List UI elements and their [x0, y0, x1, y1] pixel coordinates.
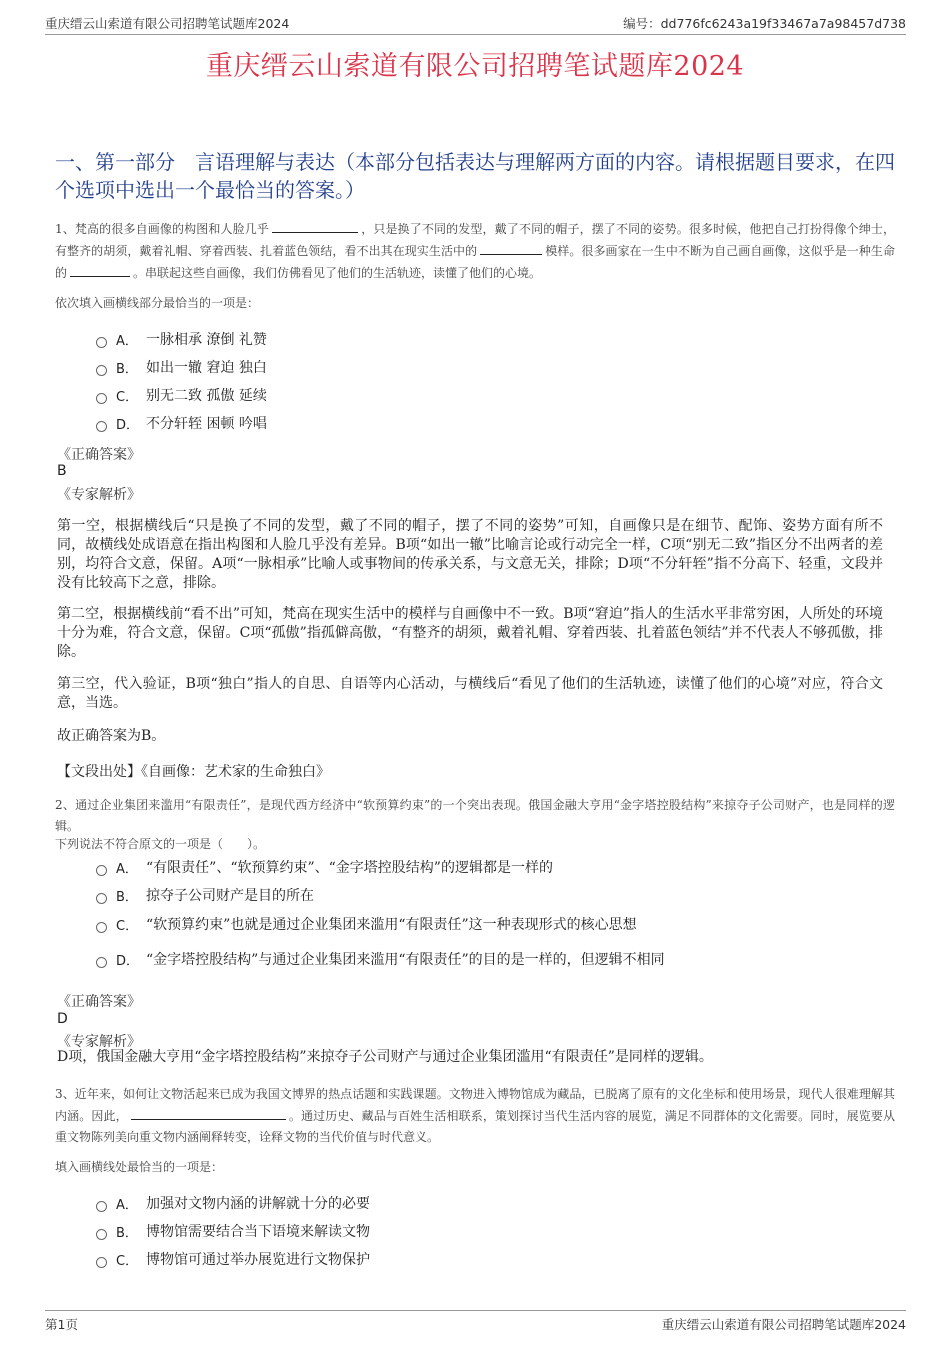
option-letter: A．: [116, 1197, 138, 1213]
question-1-prompt: 依次填入画横线部分最恰当的一项是：: [55, 296, 260, 310]
q1-stem-part-d: 。串联起这些自画像，我们仿佛看见了他们的生活轨迹，读懂了他们的心境。: [133, 266, 542, 280]
q1-option-a[interactable]: [96, 327, 267, 351]
q2-analysis: D项，俄国金融大亨用“金字塔控股结构”来掠夺子公司财产与通过企业集团滥用“有限责任”是同样的逻辑。: [57, 1049, 713, 1065]
header-doc-number: 编号：dd776fc6243a19f33467a7a98457d738: [623, 16, 906, 31]
option-letter: D．: [116, 953, 140, 969]
q2-answer: D: [57, 1011, 68, 1027]
q2-option-c[interactable]: [96, 912, 637, 936]
option-text: 一脉相承 潦倒 礼赞: [146, 332, 267, 348]
q2-option-b[interactable]: [96, 883, 314, 907]
q1-blank-2: [480, 240, 542, 255]
option-text: 别无二致 孤傲 延续: [146, 388, 267, 404]
footer-page-number: 第1页: [45, 1317, 78, 1332]
q1-answer-label: 《正确答案》: [57, 447, 141, 463]
radio-icon[interactable]: [96, 1257, 107, 1268]
q2-option-a[interactable]: [96, 855, 553, 879]
q3-option-b[interactable]: [96, 1219, 370, 1243]
section-title: 一、第一部分 言语理解与表达（本部分包括表达与理解两方面的内容。请根据题目要求，在四个选项中选出一个最恰当的答案。）: [55, 150, 895, 202]
option-text: 加强对文物内涵的讲解就十分的必要: [146, 1196, 370, 1212]
footer-divider: [45, 1310, 906, 1311]
q1-option-c[interactable]: [96, 383, 267, 407]
option-letter: A．: [116, 333, 138, 349]
q1-analysis-para-2: 第二空，根据横线前“看不出”可知，梵高在现实生活中的模样与自画像中不一致。B项“窘迫”指人的生活水平非常穷困，人所处的环境十分为难，符合文意，保留。C项“孤傲”指孤僻高傲，“有整齐的胡须，戴着礼帽、穿着西装、扎着蓝色领结”并不代表人不够孤傲，排除。: [57, 606, 883, 660]
q1-analysis-para-4: 故正确答案为B。: [57, 728, 166, 744]
option-letter: B．: [116, 889, 138, 905]
radio-icon[interactable]: [96, 365, 107, 376]
radio-icon[interactable]: [96, 893, 107, 904]
q1-blank-1: [272, 218, 358, 233]
q1-answer: B: [57, 463, 67, 479]
option-letter: B．: [116, 361, 138, 377]
q2-answer-label: 《正确答案》: [57, 994, 141, 1010]
option-text: 博物馆需要结合当下语境来解读文物: [146, 1224, 370, 1240]
question-3-prompt: 填入画横线处最恰当的一项是：: [55, 1160, 224, 1174]
option-text: 如出一辙 窘迫 独白: [146, 360, 267, 376]
footer-doc-title: 重庆缙云山索道有限公司招聘笔试题库2024: [661, 1317, 906, 1332]
q3-option-a[interactable]: [96, 1191, 370, 1215]
q1-stem-part-a: 1、梵高的很多自画像的构图和人脸几乎: [55, 222, 270, 236]
option-letter: C．: [116, 1253, 139, 1269]
q1-analysis-label: 《专家解析》: [57, 487, 141, 503]
q1-stem-part-c: 模样。很多画家在一生中不断为自己画自画像，这似乎是一种生命的: [55, 244, 895, 280]
q3-blank: [131, 1105, 286, 1120]
q1-analysis-para-1: 第一空，根据横线后“只是换了不同的发型，戴了不同的帽子，摆了不同的姿势”可知，自画像只是在细节、配饰、姿势方面有所不同，故横线处成语意在指出构图和人脸几乎没有差异。B项“如出一辙”比喻言论或行动完全一样，C项“别无二致”指区分不出两者的差别，均符合文意，保留。A项“一脉相承”比喻人或事物间的传承关系，与文意无关，排除；D项“不分轩轾”指不分高下、轻重，文段并没有比较高下之意，排除。: [57, 518, 883, 591]
radio-icon[interactable]: [96, 865, 107, 876]
option-letter: C．: [116, 918, 139, 934]
q3-stem-part-a: 3、近年来，如何让文物活起来已成为我国文博界的热点话题和实践课题。文物进入博物馆成为藏品，已脱离了原有的文化坐标和使用场景，现代人很难理解其内涵。因此，: [55, 1087, 895, 1123]
radio-icon[interactable]: [96, 1229, 107, 1240]
q1-analysis-para-3: 第三空，代入验证，B项“独白”指人的自思、自语等内心活动，与横线后“看见了他们的生活轨迹，读懂了他们的心境”对应，符合文意，当选。: [57, 676, 883, 711]
radio-icon[interactable]: [96, 922, 107, 933]
option-letter: D．: [116, 417, 140, 433]
q1-option-b[interactable]: [96, 355, 267, 379]
q1-blank-3: [70, 262, 130, 277]
option-text: 掠夺子公司财产是目的所在: [146, 888, 314, 904]
question-1-stem: [55, 218, 895, 284]
question-2-prompt: 下列说法不符合原文的一项是（ ）。: [55, 837, 266, 851]
option-letter: B．: [116, 1225, 138, 1241]
q2-option-d[interactable]: [96, 947, 665, 971]
radio-icon[interactable]: [96, 393, 107, 404]
option-text: “金字塔控股结构”与通过企业集团来滥用“有限责任”的目的是一样的，但逻辑不相同: [146, 952, 665, 968]
option-text: “软预算约束”也就是通过企业集团来滥用“有限责任”这一种表现形式的核心思想: [146, 917, 637, 933]
radio-icon[interactable]: [96, 957, 107, 968]
option-text: 不分轩轾 困顿 吟唱: [146, 416, 267, 432]
page-title: 重庆缙云山索道有限公司招聘笔试题库2024: [205, 51, 745, 82]
option-text: “有限责任”、“软预算约束”、“金字塔控股结构”的逻辑都是一样的: [146, 860, 553, 876]
header-doc-title: 重庆缙云山索道有限公司招聘笔试题库2024: [45, 16, 290, 31]
option-letter: C．: [116, 389, 139, 405]
q2-analysis-label: 《专家解析》: [57, 1034, 141, 1050]
q3-option-c[interactable]: [96, 1247, 370, 1271]
q1-source: 【文段出处】《自画像：艺术家的生命独白》: [57, 764, 330, 780]
question-2-stem: 2、通过企业集团来滥用“有限责任”，是现代西方经济中“软预算约束”的一个突出表现。俄国金融大亨用“金字塔控股结构”来掠夺子公司财产，也是同样的逻辑。: [55, 798, 895, 833]
radio-icon[interactable]: [96, 1201, 107, 1212]
option-text: 博物馆可通过举办展览进行文物保护: [146, 1252, 370, 1268]
option-letter: A．: [116, 861, 138, 877]
q3-stem-part-b: 。通过历史、藏品与百姓生活相联系，策划探讨当代生活内容的展览，满足不同群体的文化需要。同时，展览要从重文物陈列美向重文物内涵阐释转变，诠释文物的当代价值与时代意义。: [55, 1109, 895, 1144]
q1-option-d[interactable]: [96, 411, 267, 435]
radio-icon[interactable]: [96, 337, 107, 348]
q1-stem-part-b: ，只是换了不同的发型，戴了不同的帽子，摆了不同的姿势。很多时候，他把自己打扮得像个绅士，有整齐的胡须，戴着礼帽、穿着西装、扎着蓝色领结，看不出其在现实生活中的: [55, 222, 895, 258]
header-divider: [45, 34, 906, 35]
radio-icon[interactable]: [96, 421, 107, 432]
question-3-stem: [55, 1084, 895, 1148]
